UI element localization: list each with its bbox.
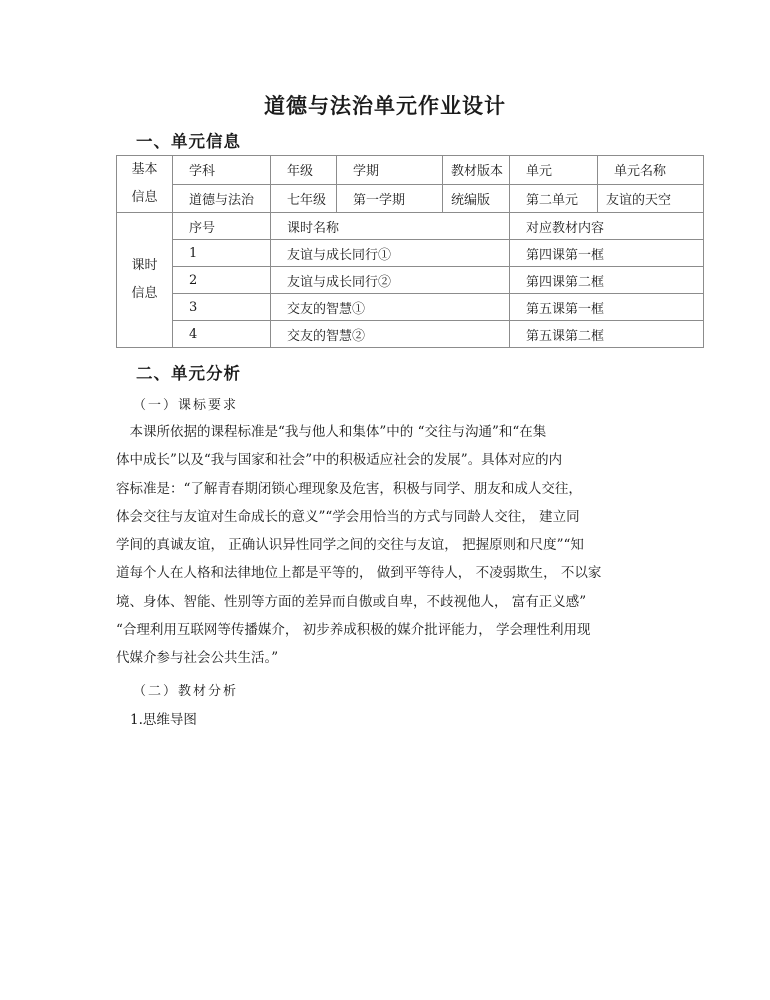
value-grade: 七年级 (271, 184, 337, 213)
lesson-name: 友谊与成长同行① (271, 240, 510, 267)
lesson-no: 3 (173, 294, 271, 321)
value-unit: 第二单元 (510, 184, 598, 213)
lesson-name: 友谊与成长同行② (271, 267, 510, 294)
header-unit-name: 单元名称 (598, 156, 704, 185)
header-semester: 学期 (337, 156, 443, 185)
paragraph-line: “合理利用互联网等传播媒介， 初步养成积极的媒介批评能力， 学会理性利用现 (116, 622, 591, 639)
lesson-no: 2 (173, 267, 271, 294)
section-heading-unit-info: 一、单元信息 (136, 132, 241, 151)
table-row (117, 240, 704, 267)
header-edition: 教材版本 (443, 156, 510, 185)
lesson-no: 4 (173, 321, 271, 348)
paragraph-line: 本课所依据的课程标准是“我与他人和集体”中的 “交往与沟通”和“在集 (116, 424, 547, 440)
lesson-name: 交友的智慧① (271, 294, 510, 321)
basic-info-label: 基本 信息 (117, 156, 173, 213)
document-title: 道德与法治单元作业设计 (264, 94, 506, 118)
mind-map-item: 1.思维导图 (130, 712, 197, 728)
header-unit: 单元 (510, 156, 598, 185)
value-subject: 道德与法治 (173, 184, 271, 213)
subheading-curriculum-standards: （一）课标要求 (133, 398, 239, 413)
lesson-header-name: 课时名称 (271, 213, 510, 240)
lesson-name: 交友的智慧② (271, 321, 510, 348)
lesson-info-label: 课时 信息 (117, 213, 173, 348)
lesson-content: 第五课第一框 (510, 294, 704, 321)
basic-info-header-row (117, 156, 704, 185)
value-semester: 第一学期 (337, 184, 443, 213)
value-unit-name: 友谊的天空 (598, 184, 704, 213)
paragraph-line: 学间的真诚友谊， 正确认识异性同学之间的交往与友谊， 把握原则和尺度”“知 (116, 537, 584, 554)
curriculum-paragraph (116, 418, 656, 673)
lesson-header-content: 对应教材内容 (510, 213, 704, 240)
lesson-no: 1 (173, 240, 271, 267)
paragraph-line: 体中成长”以及“我与国家和社会”中的积极适应社会的发展”。具体对应的内 (116, 452, 563, 469)
table-row (117, 267, 704, 294)
lesson-header-no: 序号 (173, 213, 271, 240)
unit-info-table (116, 155, 704, 348)
value-edition: 统编版 (443, 184, 510, 213)
table-row (117, 294, 704, 321)
basic-info-value-row (117, 184, 704, 213)
paragraph-line: 容标准是：“了解青春期闭锁心理现象及危害，积极与同学、朋友和成人交往， (116, 480, 582, 497)
paragraph-line: 道每个人在人格和法律地位上都是平等的， 做到平等待人， 不凌弱欺生， 不以家 (116, 565, 602, 582)
subheading-textbook-analysis: （二）教材分析 (133, 684, 239, 699)
lesson-content: 第四课第一框 (510, 240, 704, 267)
lesson-header-row (117, 213, 704, 240)
paragraph-line: 体会交往与友谊对生命成长的意义”“学会用恰当的方式与同龄人交往， 建立同 (116, 508, 580, 525)
paragraph-line: 境、身体、智能、性别等方面的差异而自傲或自卑，不歧视他人， 富有正义感” (116, 593, 587, 610)
section-heading-unit-analysis: 二、单元分析 (136, 364, 241, 383)
paragraph-line: 代媒介参与社会公共生活。” (116, 650, 279, 667)
header-grade: 年级 (271, 156, 337, 185)
lesson-content: 第五课第二框 (510, 321, 704, 348)
header-subject: 学科 (173, 156, 271, 185)
lesson-content: 第四课第二框 (510, 267, 704, 294)
table-row (117, 321, 704, 348)
